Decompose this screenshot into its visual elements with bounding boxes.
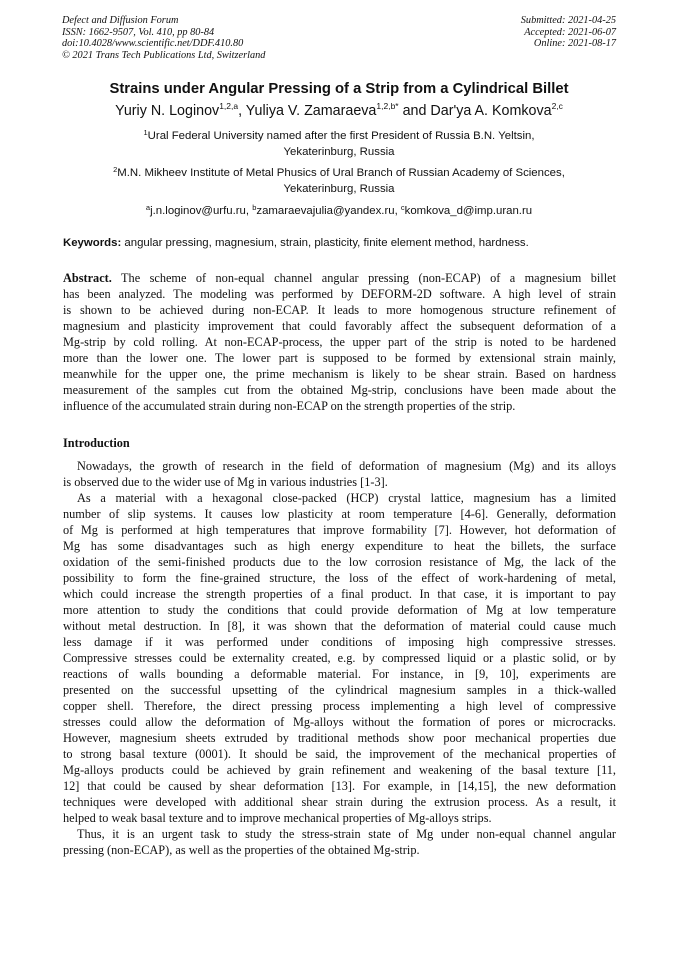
affiliation-line: Yekaterinburg, Russia [283, 146, 395, 158]
paragraph-line: of Mg is performed at high temperatures that improve formability [7]. However, hot deformation of [63, 523, 616, 537]
journal-header [62, 15, 265, 61]
paragraph-line: more attention to study the conditions that could provide deformation of Mg at low temperature [63, 603, 616, 617]
abstract-label: Abstract. [63, 271, 112, 285]
journal-name: Defect and Diffusion Forum [62, 15, 179, 26]
paragraph-line: Thus, it is an urgent task to study the stress-strain state of Mg under non-equal channel angular [77, 827, 616, 841]
paragraph-line: presented on the successful upsetting of the cylindrical magnesium samples in a thick-walled [63, 683, 616, 697]
affiliation-2 [0, 165, 678, 197]
author-separator: and [398, 103, 431, 119]
abstract [63, 270, 616, 414]
paragraph-line: is observed due to the wider use of Mg in various industries [1-3]. [63, 475, 388, 489]
paragraph-line: Mg-alloys products could be achieved by grain refinement and weakening of the basal texture [11, [63, 763, 616, 777]
abstract-line: magnesium and plasticity improvement that could favorably affect the subsequent deformation of a [63, 319, 616, 333]
paragraph-line: Nowadays, the growth of research in the field of deformation of magnesium (Mg) and its alloys [77, 459, 616, 473]
affiliation-1 [0, 128, 678, 160]
affiliation-line: Yekaterinburg, Russia [283, 183, 395, 195]
author-affiliation-marker: 2,c [551, 101, 563, 111]
paragraph-line: reactions of walls bounding a deformable material. For instance, in [9, 10], experiments are [63, 667, 616, 681]
paragraph-line: possibility to form the fine-grained structure, the loss of the effect of work-hardening of metal, [63, 571, 616, 585]
keywords-label: Keywords: [63, 237, 122, 249]
abstract-line: has been analyzed. The modeling was performed by DEFORM-2D software. A high level of strain [63, 287, 616, 301]
email-link[interactable]: komkova_d@imp.uran.ru [404, 205, 533, 217]
journal-issn: ISSN: 1662-9507, Vol. 410, pp 80-84 [62, 26, 215, 38]
email-marker: c [400, 203, 405, 212]
paragraph-line: helped to weak basal texture and to improve mechanical properties of Mg-alloys strips. [63, 811, 492, 825]
paragraph-line: stresses could allow the deformation of Mg-alloys without the formation of pores or microcracks. [63, 715, 616, 729]
dates-header [521, 15, 616, 50]
submitted-date: Submitted: 2021-04-25 [520, 15, 616, 26]
email-link[interactable]: zamaraevajulia@yandex.ru, [256, 205, 401, 217]
abstract-line: is shown to be achieved during non-ECAP. It leads to more homogenous structure refinement of [63, 303, 616, 317]
paragraph-line: As a material with a hexagonal close-packed (HCP) crystal lattice, magnesium has a limited [77, 491, 616, 505]
abstract-line: Mg-strip by cold rolling. At non-ECAP-process, the upper part of the strip is noted to be hardened [63, 335, 616, 349]
email-marker: b [252, 203, 257, 212]
journal-copyright: © 2021 Trans Tech Publications Ltd, Switzerland [62, 49, 266, 61]
paper-title: Strains under Angular Pressing of a Strip from a Cylindrical Billet [109, 81, 569, 97]
author-affiliation-marker: 1,2,b* [376, 101, 399, 111]
paragraph-line: 12] that could be caused by shear deformation [13]. For example, in [14,15], the new deformation [63, 779, 616, 793]
online-date: Online: 2021-08-17 [533, 38, 616, 50]
abstract-line: measurement of the samples cut from the obtained Mg-strip, conclusions have been made about the [63, 383, 616, 397]
accepted-date: Accepted: 2021-06-07 [524, 26, 616, 38]
author-list [0, 103, 678, 119]
abstract-line: more than the lower one. The lower part is supposed to be formed by extensional strain mainly, [63, 351, 616, 365]
email-marker: a [145, 203, 151, 212]
paragraph-line: to strong basal texture (0001). It should be said, the improvement of the mechanical properties of [63, 747, 616, 761]
paragraph-line: Compressive stresses could be externality created, e.g. by compressed liquid or a plastic solid, or by [63, 651, 616, 665]
keywords-text: angular pressing, magnesium, strain, plasticity, finite element method, hardness. [121, 237, 529, 249]
paragraph-line: oxidation of the semi-finished products due to the low corrosion resistance of Mg, the lack of the [63, 555, 616, 569]
email-link[interactable]: j.n.loginov@urfu.ru, [150, 205, 253, 217]
email-list [0, 203, 678, 219]
journal-doi: doi:10.4028/www.scientific.net/DDF.410.80 [62, 38, 244, 50]
author-name: Yuliya V. Zamaraeva [245, 103, 377, 119]
paragraph-line: However, magnesium sheets extruded by traditional methods show poor mechanical properties due [63, 731, 616, 745]
affiliation-marker: 1 [143, 128, 148, 137]
introduction-body [63, 458, 616, 858]
keywords [63, 237, 529, 249]
paragraph-line: pressing (non-ECAP), as well as the properties of the obtained Mg-strip. [63, 843, 420, 857]
paragraph-line: number of slip systems. It causes low plasticity at room temperature [4-6]. Generally, deformation [63, 507, 616, 521]
paragraph-line: copper shell. Therefore, the direct pressing process implementing a high level of compressive [63, 699, 616, 713]
paragraph-line: without metal destruction. In [8], it was shown that the deformation of material could cause much [63, 619, 616, 633]
abstract-line: influence of the accumulated strain during non-ECAP on the strength properties of the strip. [63, 399, 516, 413]
paragraph-line: which could increase the strength properties of a final product. In that case, it is important to pay [63, 587, 616, 601]
affiliation-line: Ural Federal University named after the first President of Russia B.N. Yeltsin, [147, 130, 535, 142]
section-heading-introduction: Introduction [63, 436, 130, 450]
abstract-line: The scheme of non-equal channel angular pressing (non-ECAP) of a magnesium billet [111, 271, 616, 285]
author-separator: , [238, 103, 246, 119]
affiliation-marker: 2 [113, 165, 118, 174]
affiliation-line: M.N. Mikheev Institute of Metal Phusics of Ural Branch of Russian Academy of Sciences, [117, 167, 565, 179]
paragraph-line: less damage if it was performed under conditions of imposing high compressive stresses. [63, 635, 616, 649]
author-name: Yuriy N. Loginov [115, 103, 220, 119]
paragraph-line: techniques were developed with additional shear strain during the extrusion process. As a result, it [63, 795, 616, 809]
author-affiliation-marker: 1,2,a [219, 101, 239, 111]
paragraph-line: Mg has some disadvantages such as high energy expenditure to heat the billets, the surface [63, 539, 616, 553]
abstract-line: meanwhile for the upper one, the prime mechanism is likely to be shear strain. Based on hardness [63, 367, 616, 381]
author-name: Dar'ya A. Komkova [430, 103, 552, 119]
